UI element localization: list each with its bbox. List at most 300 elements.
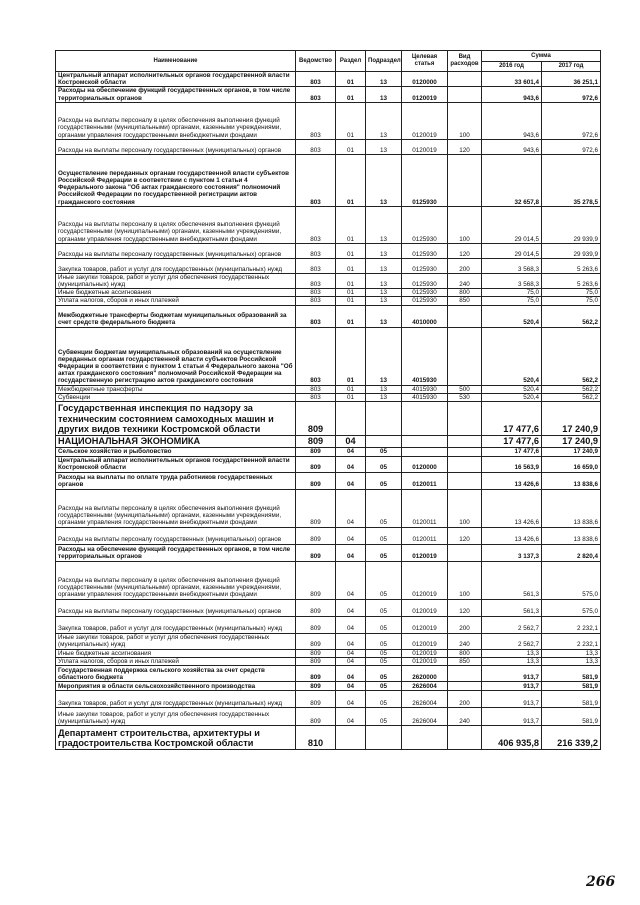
cell-ministry: 809 xyxy=(296,691,336,708)
table-row xyxy=(56,289,601,297)
cell-amount-2016: 943,6 xyxy=(482,87,542,102)
cell-amount-2017: 13,3 xyxy=(542,649,601,657)
header-subsection: Подраздел xyxy=(366,51,402,72)
table-row xyxy=(56,666,601,682)
header-amount: Сумма xyxy=(482,51,601,62)
cell-expense-type: 120 xyxy=(448,139,482,154)
cell-subsection: 13 xyxy=(366,297,402,305)
table-row xyxy=(56,402,601,436)
cell-subsection: 05 xyxy=(366,544,402,561)
cell-amount-2017: 16 659,0 xyxy=(542,456,601,472)
header-section: Раздел xyxy=(336,51,366,72)
cell-amount-2016: 913,7 xyxy=(482,682,542,691)
cell-target: 0125930 xyxy=(402,206,448,243)
cell-target: 2626004 xyxy=(402,691,448,708)
cell-amount-2016: 520,4 xyxy=(482,393,542,401)
cell-amount-2017: 216 339,2 xyxy=(542,726,601,750)
cell-ministry: 803 xyxy=(296,305,336,327)
cell-amount-2016: 13 426,6 xyxy=(482,527,542,544)
cell-target: 0120019 xyxy=(402,649,448,657)
table-row xyxy=(56,456,601,472)
cell-target: 0120019 xyxy=(402,616,448,633)
cell-expense-type xyxy=(448,154,482,206)
cell-expense-type xyxy=(448,726,482,750)
cell-expense-type: 100 xyxy=(448,206,482,243)
table-row xyxy=(56,154,601,206)
table-row xyxy=(56,633,601,649)
cell-name: Расходы на выплаты персоналу в целях обеспечения выполнения функций государственными (муниципальными) органами, казенными учреждениями, органами управления государственными внебюджетными фондами xyxy=(56,102,296,139)
cell-target xyxy=(402,726,448,750)
cell-subsection: 13 xyxy=(366,327,402,385)
header-year-2017: 2017 год xyxy=(542,62,601,72)
cell-target: 0120019 xyxy=(402,102,448,139)
cell-section: 04 xyxy=(336,436,366,448)
cell-subsection: 13 xyxy=(366,87,402,102)
cell-amount-2016: 33 601,4 xyxy=(482,72,542,87)
cell-name: Центральный аппарат исполнительных органов государственной власти Костромской области xyxy=(56,456,296,472)
table-row xyxy=(56,436,601,448)
cell-target xyxy=(402,436,448,448)
table-row xyxy=(56,243,601,258)
cell-expense-type xyxy=(448,305,482,327)
cell-target: 2626004 xyxy=(402,708,448,726)
cell-amount-2017: 581,9 xyxy=(542,682,601,691)
cell-expense-type: 200 xyxy=(448,691,482,708)
cell-ministry: 803 xyxy=(296,102,336,139)
cell-subsection: 05 xyxy=(366,599,402,616)
cell-section: 04 xyxy=(336,682,366,691)
cell-section: 01 xyxy=(336,258,366,273)
cell-section: 04 xyxy=(336,666,366,682)
table-row xyxy=(56,616,601,633)
cell-expense-type xyxy=(448,544,482,561)
cell-target xyxy=(402,447,448,456)
cell-target: 2626004 xyxy=(402,682,448,691)
cell-section: 04 xyxy=(336,489,366,527)
cell-subsection xyxy=(366,726,402,750)
table-row xyxy=(56,682,601,691)
cell-expense-type: 530 xyxy=(448,393,482,401)
cell-amount-2017: 13 838,6 xyxy=(542,472,601,489)
cell-target: 0120019 xyxy=(402,561,448,599)
cell-name: Иные закупки товаров, работ и услуг для обеспечения государственных (муниципальных) нужд xyxy=(56,273,296,288)
header-expense-type: Вид расходов xyxy=(448,51,482,72)
cell-amount-2016: 913,7 xyxy=(482,691,542,708)
cell-amount-2017: 972,6 xyxy=(542,87,601,102)
table-row xyxy=(56,544,601,561)
cell-expense-type xyxy=(448,327,482,385)
cell-name: Государственная инспекция по надзору за техническим состоянием самоходных машин и других видов техники Костромской области xyxy=(56,402,296,436)
cell-amount-2017: 581,9 xyxy=(542,708,601,726)
cell-name: Иные закупки товаров, работ и услуг для обеспечения государственных (муниципальных) нужд xyxy=(56,633,296,649)
cell-expense-type: 800 xyxy=(448,289,482,297)
cell-name: Расходы на обеспечение функций государственных органов, в том числе территориальных органов xyxy=(56,544,296,561)
cell-name: Мероприятия в области сельскохозяйственного производства xyxy=(56,682,296,691)
cell-subsection: 13 xyxy=(366,385,402,393)
cell-section: 01 xyxy=(336,72,366,87)
cell-target: 0120019 xyxy=(402,633,448,649)
cell-name: Расходы на выплаты персоналу государственных (муниципальных) органов xyxy=(56,243,296,258)
cell-name: Субвенции бюджетам муниципальных образований на осуществление переданных органам государственной власти субъектов Российской Федерации в соответствии с пунктом 1 статьи 4 Федерального закона "Об актах гражданского состояния" полномочий Российской Федерации на государственную регистрацию актов гражданского состояния xyxy=(56,327,296,385)
cell-amount-2017: 562,2 xyxy=(542,327,601,385)
cell-amount-2016: 561,3 xyxy=(482,561,542,599)
cell-ministry: 809 xyxy=(296,657,336,665)
cell-target: 0120019 xyxy=(402,139,448,154)
cell-section: 01 xyxy=(336,327,366,385)
cell-amount-2017: 575,0 xyxy=(542,599,601,616)
cell-ministry: 803 xyxy=(296,87,336,102)
cell-subsection: 05 xyxy=(366,682,402,691)
cell-expense-type xyxy=(448,436,482,448)
table-row xyxy=(56,297,601,305)
cell-section: 04 xyxy=(336,616,366,633)
cell-amount-2017: 17 240,9 xyxy=(542,447,601,456)
cell-section: 01 xyxy=(336,385,366,393)
table-row xyxy=(56,726,601,750)
cell-section xyxy=(336,402,366,436)
cell-section: 04 xyxy=(336,447,366,456)
cell-amount-2016: 561,3 xyxy=(482,599,542,616)
cell-target: 0120011 xyxy=(402,527,448,544)
cell-target: 0120011 xyxy=(402,489,448,527)
cell-section: 01 xyxy=(336,87,366,102)
cell-amount-2017: 35 278,5 xyxy=(542,154,601,206)
cell-amount-2016: 17 477,6 xyxy=(482,436,542,448)
cell-subsection: 13 xyxy=(366,273,402,288)
cell-name: Закупка товаров, работ и услуг для государственных (муниципальных) нужд xyxy=(56,258,296,273)
cell-expense-type: 100 xyxy=(448,102,482,139)
cell-ministry: 809 xyxy=(296,633,336,649)
cell-name: Уплата налогов, сборов и иных платежей xyxy=(56,657,296,665)
cell-amount-2017: 13,3 xyxy=(542,657,601,665)
cell-amount-2017: 972,6 xyxy=(542,102,601,139)
cell-amount-2016: 16 563,9 xyxy=(482,456,542,472)
cell-expense-type: 120 xyxy=(448,599,482,616)
cell-subsection: 13 xyxy=(366,102,402,139)
table-row xyxy=(56,206,601,243)
cell-amount-2017: 75,0 xyxy=(542,289,601,297)
cell-amount-2016: 13 426,6 xyxy=(482,472,542,489)
cell-expense-type xyxy=(448,472,482,489)
cell-section: 01 xyxy=(336,393,366,401)
cell-ministry: 803 xyxy=(296,243,336,258)
cell-expense-type: 240 xyxy=(448,273,482,288)
cell-expense-type: 500 xyxy=(448,385,482,393)
cell-amount-2016: 520,4 xyxy=(482,327,542,385)
table-row xyxy=(56,385,601,393)
cell-name: Уплата налогов, сборов и иных платежей xyxy=(56,297,296,305)
cell-section: 01 xyxy=(336,243,366,258)
cell-amount-2017: 972,6 xyxy=(542,139,601,154)
cell-amount-2017: 29 939,9 xyxy=(542,206,601,243)
cell-section: 04 xyxy=(336,657,366,665)
cell-section: 01 xyxy=(336,289,366,297)
cell-amount-2017: 562,2 xyxy=(542,305,601,327)
cell-section: 01 xyxy=(336,305,366,327)
table-row xyxy=(56,273,601,288)
table-row xyxy=(56,87,601,102)
cell-expense-type xyxy=(448,402,482,436)
cell-ministry: 809 xyxy=(296,682,336,691)
cell-name: Закупка товаров, работ и услуг для государственных (муниципальных) нужд xyxy=(56,616,296,633)
cell-amount-2017: 5 263,6 xyxy=(542,258,601,273)
cell-target: 0125930 xyxy=(402,289,448,297)
cell-section: 04 xyxy=(336,633,366,649)
cell-target: 0120011 xyxy=(402,472,448,489)
cell-subsection: 13 xyxy=(366,72,402,87)
cell-name: Иные бюджетные ассигнования xyxy=(56,289,296,297)
cell-section: 01 xyxy=(336,297,366,305)
cell-ministry: 803 xyxy=(296,273,336,288)
cell-subsection: 13 xyxy=(366,393,402,401)
table-row xyxy=(56,599,601,616)
table-row xyxy=(56,657,601,665)
cell-expense-type xyxy=(448,666,482,682)
cell-name: Осуществление переданных органам государственной власти субъектов Российской Федерации в соответствии с пунктом 1 статьи 4 Федерального закона "Об актах гражданского состояния" полномочий Российской Федерации по государственной регистрации актов гражданского состояния xyxy=(56,154,296,206)
table-row xyxy=(56,708,601,726)
table-body xyxy=(56,72,601,750)
cell-amount-2017: 5 263,6 xyxy=(542,273,601,288)
cell-section: 01 xyxy=(336,273,366,288)
cell-ministry: 809 xyxy=(296,616,336,633)
cell-section: 01 xyxy=(336,102,366,139)
cell-amount-2016: 29 014,5 xyxy=(482,243,542,258)
cell-expense-type: 850 xyxy=(448,657,482,665)
cell-target: 4015930 xyxy=(402,385,448,393)
cell-subsection: 13 xyxy=(366,289,402,297)
cell-expense-type: 800 xyxy=(448,649,482,657)
cell-ministry: 809 xyxy=(296,447,336,456)
cell-ministry: 803 xyxy=(296,289,336,297)
cell-subsection: 05 xyxy=(366,657,402,665)
cell-amount-2016: 406 935,8 xyxy=(482,726,542,750)
cell-subsection: 05 xyxy=(366,708,402,726)
cell-ministry: 803 xyxy=(296,297,336,305)
cell-amount-2017: 17 240,9 xyxy=(542,436,601,448)
cell-name: Расходы на выплаты по оплате труда работников государственных органов xyxy=(56,472,296,489)
cell-amount-2016: 943,6 xyxy=(482,139,542,154)
cell-amount-2016: 943,6 xyxy=(482,102,542,139)
cell-ministry: 809 xyxy=(296,436,336,448)
cell-name: Расходы на выплаты персоналу в целях обеспечения выполнения функций государственными (муниципальными) органами, казенными учреждениями, органами управления государственными внебюджетными фондами xyxy=(56,206,296,243)
cell-ministry: 809 xyxy=(296,544,336,561)
cell-ministry: 803 xyxy=(296,327,336,385)
cell-subsection: 05 xyxy=(366,472,402,489)
cell-amount-2017: 29 939,9 xyxy=(542,243,601,258)
cell-ministry: 809 xyxy=(296,527,336,544)
cell-name: НАЦИОНАЛЬНАЯ ЭКОНОМИКА xyxy=(56,436,296,448)
table-row xyxy=(56,561,601,599)
cell-amount-2016: 3 568,3 xyxy=(482,258,542,273)
cell-target: 0120019 xyxy=(402,599,448,616)
table-row xyxy=(56,472,601,489)
cell-target: 0125930 xyxy=(402,154,448,206)
cell-expense-type: 200 xyxy=(448,616,482,633)
cell-subsection: 05 xyxy=(366,649,402,657)
cell-amount-2017: 75,0 xyxy=(542,297,601,305)
cell-amount-2017: 17 240,9 xyxy=(542,402,601,436)
table-row xyxy=(56,102,601,139)
cell-name: Иные бюджетные ассигнования xyxy=(56,649,296,657)
cell-ministry: 809 xyxy=(296,666,336,682)
cell-section: 04 xyxy=(336,708,366,726)
header-ministry: Ведомство xyxy=(296,51,336,72)
table-row xyxy=(56,489,601,527)
budget-table xyxy=(55,50,601,750)
table-row xyxy=(56,649,601,657)
table-row xyxy=(56,305,601,327)
cell-expense-type: 240 xyxy=(448,633,482,649)
table-row xyxy=(56,691,601,708)
cell-amount-2017: 581,9 xyxy=(542,666,601,682)
cell-subsection: 05 xyxy=(366,456,402,472)
cell-subsection: 05 xyxy=(366,633,402,649)
cell-subsection xyxy=(366,436,402,448)
cell-target: 0125930 xyxy=(402,297,448,305)
cell-amount-2017: 13 838,6 xyxy=(542,527,601,544)
header-year-2016: 2016 год xyxy=(482,62,542,72)
cell-subsection: 13 xyxy=(366,154,402,206)
cell-expense-type: 200 xyxy=(448,258,482,273)
cell-name: Субвенции xyxy=(56,393,296,401)
cell-ministry: 809 xyxy=(296,472,336,489)
cell-ministry: 809 xyxy=(296,489,336,527)
cell-name: Межбюджетные трансферты бюджетам муниципальных образований за счет средств федерального бюджета xyxy=(56,305,296,327)
cell-target: 0120000 xyxy=(402,72,448,87)
cell-amount-2016: 3 568,3 xyxy=(482,273,542,288)
page-number: 266 xyxy=(586,874,616,890)
cell-section: 04 xyxy=(336,649,366,657)
cell-section: 04 xyxy=(336,599,366,616)
cell-subsection: 05 xyxy=(366,691,402,708)
cell-section: 04 xyxy=(336,527,366,544)
cell-name: Департамент строительства, архитектуры и градостроительства Костромской области xyxy=(56,726,296,750)
cell-amount-2016: 3 137,3 xyxy=(482,544,542,561)
table-row xyxy=(56,72,601,87)
cell-section xyxy=(336,726,366,750)
cell-ministry: 809 xyxy=(296,456,336,472)
header-target: Целевая статья xyxy=(402,51,448,72)
cell-ministry: 803 xyxy=(296,139,336,154)
table-row xyxy=(56,327,601,385)
table-row xyxy=(56,527,601,544)
cell-expense-type xyxy=(448,87,482,102)
cell-name: Расходы на выплаты персоналу государственных (муниципальных) органов xyxy=(56,527,296,544)
cell-subsection xyxy=(366,402,402,436)
cell-name: Расходы на выплаты персоналу государственных (муниципальных) органов xyxy=(56,599,296,616)
cell-name: Расходы на выплаты персоналу в целях обеспечения выполнения функций государственными (муниципальными) органами, казенными учреждениями, органами управления государственными внебюджетными фондами xyxy=(56,489,296,527)
cell-target: 4015930 xyxy=(402,393,448,401)
cell-amount-2017: 562,2 xyxy=(542,393,601,401)
cell-amount-2017: 581,9 xyxy=(542,691,601,708)
cell-expense-type xyxy=(448,456,482,472)
cell-amount-2016: 13,3 xyxy=(482,657,542,665)
cell-name: Закупка товаров, работ и услуг для государственных (муниципальных) нужд xyxy=(56,691,296,708)
cell-section: 01 xyxy=(336,139,366,154)
cell-amount-2017: 575,0 xyxy=(542,561,601,599)
cell-ministry: 803 xyxy=(296,385,336,393)
cell-section: 04 xyxy=(336,456,366,472)
cell-target: 4010000 xyxy=(402,305,448,327)
cell-expense-type: 240 xyxy=(448,708,482,726)
cell-target: 0120019 xyxy=(402,657,448,665)
cell-section: 04 xyxy=(336,561,366,599)
cell-amount-2016: 17 477,6 xyxy=(482,447,542,456)
cell-name: Иные закупки товаров, работ и услуг для обеспечения государственных (муниципальных) нужд xyxy=(56,708,296,726)
cell-subsection: 13 xyxy=(366,206,402,243)
cell-ministry: 809 xyxy=(296,561,336,599)
cell-subsection: 13 xyxy=(366,258,402,273)
cell-name: Расходы на выплаты персоналу в целях обеспечения выполнения функций государственными (муниципальными) органами, казенными учреждениями, органами управления государственными внебюджетными фондами xyxy=(56,561,296,599)
cell-amount-2016: 913,7 xyxy=(482,708,542,726)
cell-target: 0125930 xyxy=(402,243,448,258)
cell-subsection: 05 xyxy=(366,527,402,544)
table-row xyxy=(56,139,601,154)
cell-amount-2017: 2 820,4 xyxy=(542,544,601,561)
cell-ministry: 803 xyxy=(296,206,336,243)
cell-amount-2016: 520,4 xyxy=(482,305,542,327)
cell-subsection: 05 xyxy=(366,447,402,456)
cell-amount-2016: 75,0 xyxy=(482,289,542,297)
cell-amount-2016: 913,7 xyxy=(482,666,542,682)
cell-amount-2017: 13 838,6 xyxy=(542,489,601,527)
table-row xyxy=(56,258,601,273)
cell-amount-2017: 2 232,1 xyxy=(542,616,601,633)
cell-amount-2017: 2 232,1 xyxy=(542,633,601,649)
cell-ministry: 810 xyxy=(296,726,336,750)
cell-name: Сельское хозяйство и рыболовство xyxy=(56,447,296,456)
cell-name: Межбюджетные трансферты xyxy=(56,385,296,393)
cell-amount-2016: 520,4 xyxy=(482,385,542,393)
cell-expense-type: 100 xyxy=(448,489,482,527)
cell-name: Государственная поддержка сельского хозяйства за счет средств областного бюджета xyxy=(56,666,296,682)
table-row xyxy=(56,393,601,401)
cell-target xyxy=(402,402,448,436)
cell-section: 04 xyxy=(336,691,366,708)
cell-subsection: 05 xyxy=(366,489,402,527)
cell-ministry: 803 xyxy=(296,72,336,87)
cell-target: 4015930 xyxy=(402,327,448,385)
cell-ministry: 809 xyxy=(296,599,336,616)
cell-target: 0120000 xyxy=(402,456,448,472)
cell-subsection: 05 xyxy=(366,561,402,599)
cell-amount-2016: 2 562,7 xyxy=(482,616,542,633)
cell-ministry: 803 xyxy=(296,154,336,206)
cell-subsection: 05 xyxy=(366,616,402,633)
cell-expense-type xyxy=(448,72,482,87)
cell-amount-2016: 13,3 xyxy=(482,649,542,657)
cell-amount-2016: 17 477,6 xyxy=(482,402,542,436)
cell-subsection: 13 xyxy=(366,305,402,327)
cell-target: 0125930 xyxy=(402,258,448,273)
cell-expense-type xyxy=(448,447,482,456)
header-name: Наименование xyxy=(56,51,296,72)
cell-ministry: 809 xyxy=(296,402,336,436)
cell-section: 04 xyxy=(336,544,366,561)
cell-name: Расходы на обеспечение функций государственных органов, в том числе территориальных органов xyxy=(56,87,296,102)
cell-ministry: 803 xyxy=(296,393,336,401)
cell-amount-2016: 2 562,7 xyxy=(482,633,542,649)
cell-subsection: 13 xyxy=(366,139,402,154)
cell-section: 04 xyxy=(336,472,366,489)
cell-target: 0120019 xyxy=(402,87,448,102)
cell-ministry: 809 xyxy=(296,649,336,657)
cell-expense-type: 100 xyxy=(448,561,482,599)
cell-section: 01 xyxy=(336,154,366,206)
cell-amount-2017: 562,2 xyxy=(542,385,601,393)
cell-expense-type xyxy=(448,682,482,691)
cell-name: Центральный аппарат исполнительных органов государственной власти Костромской области xyxy=(56,72,296,87)
